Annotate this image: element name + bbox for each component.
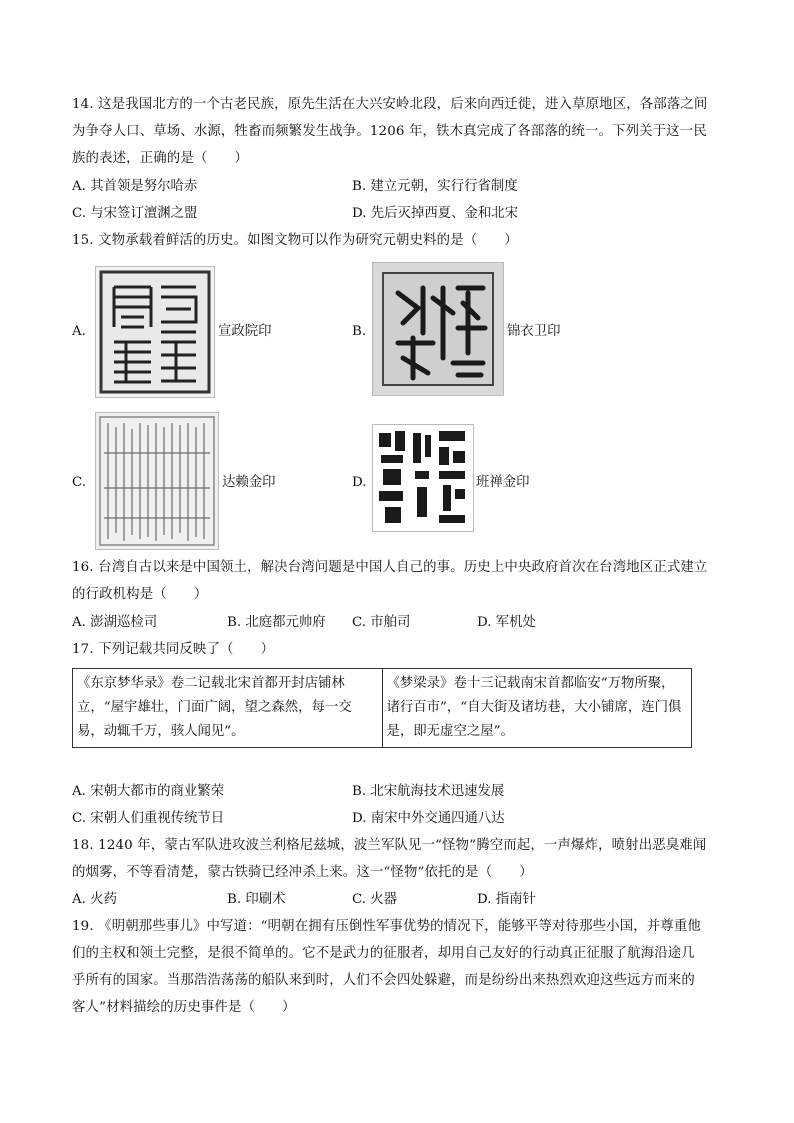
panchen-seal-image [372,424,474,532]
q15-option-c-letter[interactable]: C. [72,475,87,490]
q18-option-d[interactable]: D. 指南针 [477,892,536,907]
q15-option-c-caption: 达赖金印 [222,475,276,490]
q15-option-b-caption: 锦衣卫印 [507,324,561,339]
xuanzhengyuan-seal-image [95,266,215,398]
q14-option-a[interactable]: A. 其首领是努尔哈赤 [72,179,198,194]
q15-option-d-caption: 班禅金印 [476,475,530,490]
q15-option-b-letter[interactable]: B. [352,324,367,339]
q18-stem-line2: 的烟雾，不等看清楚，蒙古铁骑已经冲杀上来。这一“怪物”依托的是（ ） [72,865,533,880]
q17-stem-line1: 17. 下列记载共同反映了（ ） [72,642,275,657]
dalai-seal-image [95,412,219,550]
q17-option-b[interactable]: B. 北宋航海技术迅速发展 [352,784,505,799]
q14-option-c[interactable]: C. 与宋签订澶渊之盟 [72,206,198,221]
q14-stem-line3: 族的表述，正确的是（ ） [72,151,249,166]
jinyiwei-seal-image [372,262,504,396]
q15-stem-line1: 15. 文物承载着鲜活的历史。如图文物可以作为研究元朝史料的是（ ） [72,233,518,248]
q18-option-b[interactable]: B. 印刷术 [227,892,286,907]
q16-stem-line2: 的行政机构是（ ） [72,587,208,602]
record-cell-dongjing: 《东京梦华录》卷二记载北宋首都开封店铺林立，“屋宇雄壮，门面广阔，望之森然，每一交易，动辄千万，骇人闻见”。 [73,669,383,748]
q14-option-d[interactable]: D. 先后灭掉西夏、金和北宋 [352,206,519,221]
q18-option-c[interactable]: C. 火器 [352,892,398,907]
q14-option-b[interactable]: B. 建立元朝，实行行省制度 [352,179,518,194]
q19-stem-line4: 客人”材料描绘的历史事件是（ ） [72,1000,296,1015]
q14-stem-line1: 14. 这是我国北方的一个古老民族，原先生活在大兴安岭北段，后来向西迁徙，进入草原地区，各部落之间 [72,97,708,112]
q15-option-d-letter[interactable]: D. [352,475,367,490]
q19-stem-line3: 乎所有的国家。当那浩浩荡荡的船队来到时，人们不会四处躲避，而是纷纷出来热烈欢迎这些远方而来的 [72,973,695,988]
q15-option-a-letter[interactable]: A. [72,324,86,339]
q16-option-c[interactable]: C. 市舶司 [352,615,411,630]
q17-option-a[interactable]: A. 宋朝大都市的商业繁荣 [72,784,225,799]
q18-option-a[interactable]: A. 火药 [72,892,117,907]
q19-stem-line1: 19. 《明朝那些事儿》中写道：“明朝在拥有压倒性军事优势的情况下，能够平等对待那些小国，并尊重他 [72,919,701,934]
q16-stem-line1: 16. 台湾自古以来是中国领土，解决台湾问题是中国人自己的事。历史上中央政府首次在台湾地区正式建立 [72,560,708,575]
table-row [73,669,692,748]
q19-stem-line2: 们的主权和领土完整，是很不简单的。它不是武力的征服者，却用自己友好的行动真正征服了航海沿途几 [72,946,695,961]
q17-option-c[interactable]: C. 宋朝人们重视传统节日 [72,811,225,826]
q16-option-b[interactable]: B. 北庭都元帅府 [227,615,326,630]
q16-option-a[interactable]: A. 澎湖巡检司 [72,615,158,630]
q16-option-d[interactable]: D. 军机处 [477,615,536,630]
q17-option-d[interactable]: D. 南宋中外交通四通八达 [352,811,505,826]
record-cell-mengliang: 《梦梁录》卷十三记载南宋首都临安“万物所聚，诸行百市”，“自大街及诸坊巷，大小铺席，连门俱是，即无虚空之屋”。 [382,669,692,748]
q18-stem-line1: 18. 1240 年，蒙古军队进攻波兰利格尼兹城，波兰军队见一“怪物”腾空而起，一声爆炸，喷射出恶臭难闻 [72,838,707,853]
q17-record-table [72,668,692,748]
q14-stem-line2: 为争夺人口、草场、水源，牲畜而频繁发生战争。1206 年，铁木真完成了各部落的统一。下列关于这一民 [72,124,707,139]
q15-option-a-caption: 宣政院印 [218,324,272,339]
